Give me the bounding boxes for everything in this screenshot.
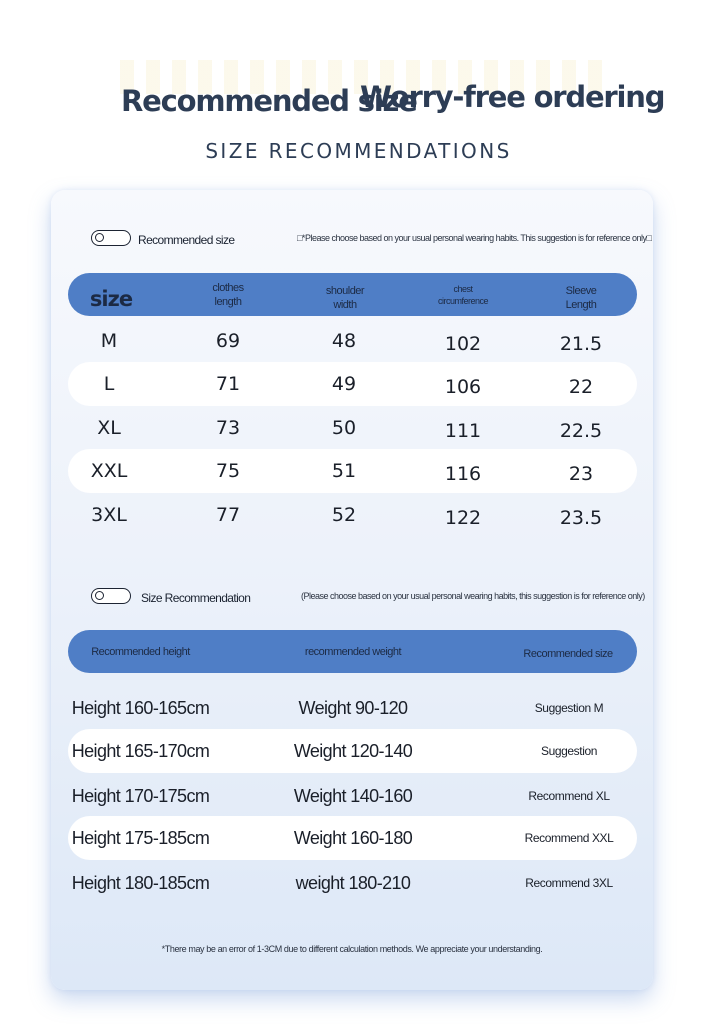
size-row — [68, 449, 637, 493]
recommendation-header — [68, 630, 637, 673]
cell-size: L — [103, 373, 115, 395]
cell-chest: 106 — [444, 376, 482, 398]
cell-weight: Weight 120-140 — [293, 740, 413, 761]
title-part-recommended-size: Recommended size — [121, 84, 417, 118]
toggle-icon — [91, 230, 131, 246]
toggle-knob — [95, 591, 104, 600]
title-part-worry-free: Worry-free ordering — [360, 80, 665, 114]
header-sleeve-length — [520, 273, 642, 316]
cell-height: Height 180-185cm — [71, 872, 210, 893]
header-sleeve-line2: Length — [565, 298, 597, 311]
header-shoulder-width-line1: shoulder — [325, 284, 365, 297]
header-chest-line1: chest — [453, 283, 473, 294]
header-chest-circumference — [402, 273, 524, 316]
size-chart-label: Recommended size — [138, 233, 235, 247]
cell-shoulder-width: 50 — [331, 417, 357, 439]
cell-chest: 111 — [444, 420, 482, 442]
page-subtitle: SIZE RECOMMENDATIONS — [205, 139, 512, 163]
recommendation-label: Size Recommendation — [141, 591, 251, 605]
recommendation-row — [68, 861, 637, 905]
cell-clothes-length: 69 — [215, 330, 241, 352]
page-title — [0, 80, 717, 124]
cell-chest: 102 — [444, 333, 482, 355]
cell-size: M — [100, 330, 118, 352]
header-shoulder-width — [285, 273, 405, 316]
cell-weight: Weight 160-180 — [293, 827, 413, 848]
toggle-knob — [95, 233, 104, 242]
cell-height: Height 170-175cm — [71, 785, 210, 806]
header-chest-line2: circumference — [437, 295, 489, 306]
footer-note: *There may be an error of 1-3CM due to different calculation methods. We appreciate your understanding. — [161, 944, 543, 954]
cell-shoulder-width: 49 — [331, 373, 357, 395]
cell-height: Height 175-185cm — [71, 827, 210, 848]
header-clothes-length-line1: clothes — [212, 281, 244, 294]
cell-sleeve: 22 — [568, 376, 594, 398]
cell-clothes-length: 77 — [215, 504, 241, 526]
size-row — [68, 493, 637, 537]
cell-weight: Weight 140-160 — [293, 785, 413, 806]
cell-recommended-size: Recommend XXL — [524, 831, 614, 845]
recommendation-row — [68, 816, 637, 860]
cell-height: Height 160-165cm — [71, 697, 210, 718]
size-row — [68, 362, 637, 406]
cell-recommended-size: Recommend 3XL — [525, 876, 613, 890]
cell-shoulder-width: 52 — [331, 504, 357, 526]
cell-weight: weight 180-210 — [295, 872, 411, 893]
header-recommended-height: Recommended height — [91, 645, 190, 658]
cell-size: 3XL — [91, 504, 127, 526]
cell-weight: Weight 90-120 — [298, 697, 408, 718]
size-chart-note: □*Please choose based on your usual personal wearing habits. This suggestion is for reference only□ — [297, 233, 652, 243]
header-recommended-weight: recommended weight — [304, 645, 402, 658]
size-row — [68, 406, 637, 450]
cell-recommended-size: Suggestion M — [534, 701, 604, 715]
cell-clothes-length: 71 — [215, 373, 241, 395]
cell-recommended-size: Suggestion — [540, 744, 598, 758]
cell-clothes-length: 75 — [215, 460, 241, 482]
recommendation-note: (Please choose based on your usual personal wearing habits, this suggestion is for reference only) — [301, 591, 645, 601]
header-size: size — [89, 286, 133, 311]
cell-recommended-size: Recommend XL — [528, 789, 610, 803]
recommendation-row — [68, 729, 637, 773]
cell-size: XL — [97, 417, 121, 439]
header-clothes-length-line2: length — [214, 295, 242, 308]
size-row — [68, 319, 637, 363]
cell-chest: 116 — [444, 463, 482, 485]
header-shoulder-width-line2: width — [333, 298, 357, 311]
cell-sleeve: 23 — [568, 463, 594, 485]
cell-chest: 122 — [444, 507, 482, 529]
header-clothes-length — [168, 273, 288, 316]
toggle-icon — [91, 588, 131, 604]
cell-height: Height 165-170cm — [71, 740, 210, 761]
cell-shoulder-width: 48 — [331, 330, 357, 352]
cell-size: XXL — [90, 460, 128, 482]
header-sleeve-line1: Sleeve — [565, 284, 597, 297]
cell-shoulder-width: 51 — [331, 460, 357, 482]
cell-sleeve: 21.5 — [559, 333, 603, 355]
header-recommended-size: Recommended size — [523, 647, 613, 660]
cell-clothes-length: 73 — [215, 417, 241, 439]
cell-sleeve: 22.5 — [559, 420, 603, 442]
recommendation-row — [68, 774, 637, 818]
recommendation-row — [68, 686, 637, 730]
size-chart-header — [68, 273, 637, 316]
cell-sleeve: 23.5 — [559, 507, 603, 529]
